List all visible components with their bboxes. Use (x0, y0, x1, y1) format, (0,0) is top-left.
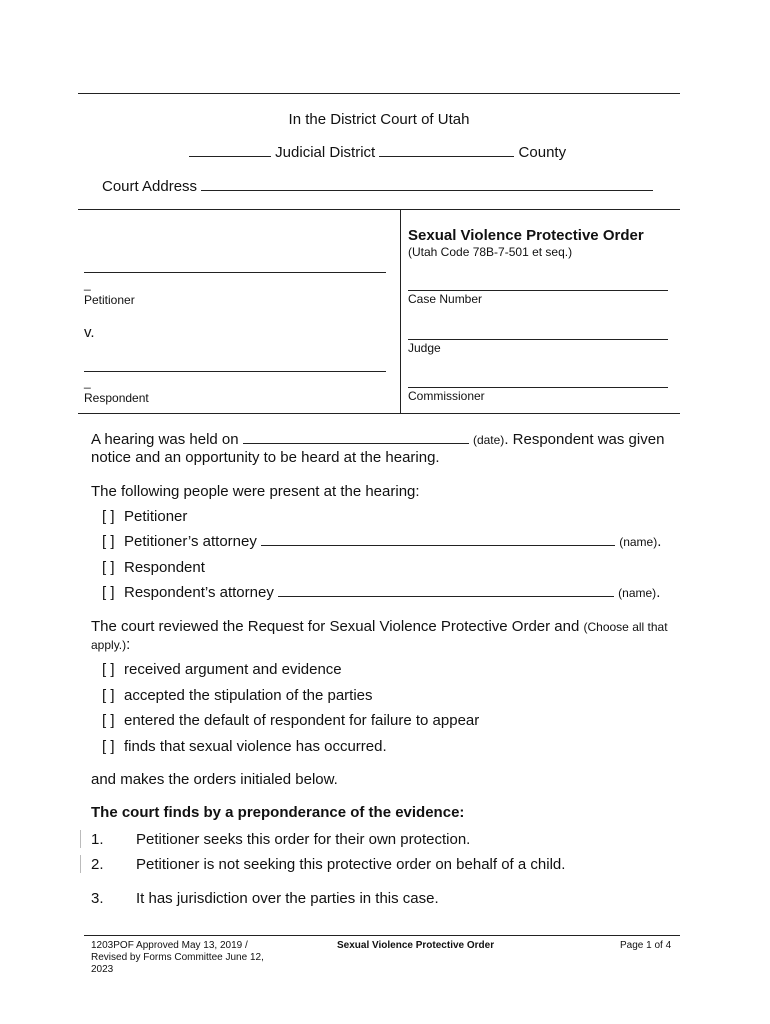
option-label: Respondent (124, 559, 205, 576)
respondent-name-field[interactable] (84, 371, 386, 372)
commissioner-label: Commissioner (408, 389, 485, 403)
versus-label: v. (84, 324, 95, 341)
present-respondent-attorney[interactable] (102, 584, 660, 602)
checkbox[interactable]: [ ] (102, 712, 115, 729)
finding-number: 3. (91, 890, 104, 907)
review-violence-occurred[interactable] (102, 738, 387, 756)
orders-intro: and makes the orders initialed below. (91, 771, 338, 788)
court-address-label: Court Address (102, 178, 198, 195)
court-heading: In the District Court of Utah (288, 111, 470, 128)
order-title: Sexual Violence Protective Order (408, 227, 644, 244)
caption-bottom-rule (78, 413, 680, 414)
finding-2 (91, 856, 565, 874)
finding-text: It has jurisdiction over the parties in this case. (136, 890, 439, 907)
period: . (657, 533, 662, 550)
hearing-line-1 (91, 431, 664, 449)
petitioner-dash: _ (84, 277, 91, 291)
checkbox[interactable]: [ ] (102, 559, 115, 576)
findings-heading: The court finds by a preponderance of the evidence: (91, 804, 465, 821)
top-rule (78, 93, 680, 94)
footer-approval (91, 940, 264, 976)
hearing-date-field[interactable] (243, 431, 469, 444)
present-petitioner[interactable] (102, 508, 187, 526)
review-stipulation[interactable] (102, 687, 373, 705)
case-number-label: Case Number (408, 292, 483, 306)
review-intro-line-1 (91, 618, 668, 636)
checkbox[interactable]: [ ] (102, 533, 115, 550)
option-label: Petitioner’s attorney (124, 533, 257, 550)
caption-top-rule (78, 209, 680, 210)
option-label: accepted the stipulation of the parties (124, 687, 373, 704)
court-address-line (102, 178, 653, 196)
review-intro-line-2 (91, 636, 130, 654)
finding-text: Petitioner seeks this order for their own protection. (136, 831, 471, 848)
judge-label: Judge (408, 341, 441, 355)
respondent-dash: _ (84, 375, 91, 389)
district-county-line (189, 144, 566, 162)
option-label: received argument and evidence (124, 661, 342, 678)
judge-field[interactable] (408, 339, 668, 340)
footer-approval-line: 1203POF Approved May 13, 2019 / (91, 940, 248, 951)
notice-text: . Respondent was given (504, 431, 665, 448)
choose-hint-cont: apply.) (91, 638, 127, 652)
option-label: finds that sexual violence has occurred. (124, 738, 387, 755)
finding-3 (91, 890, 439, 908)
county-label: County (518, 144, 567, 161)
option-label: Respondent’s attorney (124, 584, 274, 601)
finding-1 (91, 831, 470, 849)
review-default[interactable] (102, 712, 479, 730)
judicial-district-field[interactable] (189, 144, 271, 157)
choose-hint: (Choose all that (583, 620, 668, 634)
commissioner-field[interactable] (408, 387, 668, 388)
review-argument-evidence[interactable] (102, 661, 342, 679)
footer-page-number: Page 1 of 4 (620, 940, 672, 951)
court-address-field[interactable] (201, 178, 653, 191)
petitioner-label: Petitioner (84, 293, 135, 307)
footer-rule (84, 935, 680, 936)
county-field[interactable] (379, 144, 514, 157)
footer-approval-line: 2023 (91, 964, 114, 975)
option-label: entered the default of respondent for failure to appear (124, 712, 480, 729)
present-intro: The following people were present at the hearing: (91, 483, 420, 500)
hearing-held-label: A hearing was held on (91, 431, 239, 448)
period: . (656, 584, 661, 601)
petitioner-name-field[interactable] (84, 272, 386, 273)
review-intro-text: The court reviewed the Request for Sexual Violence Protective Order and (91, 618, 580, 635)
checkbox[interactable]: [ ] (102, 661, 115, 678)
finding-number: 2. (91, 856, 104, 873)
footer-approval-line: Revised by Forms Committee June 12, (91, 952, 264, 963)
name-hint: (name) (618, 586, 657, 600)
order-statute: (Utah Code 78B-7-501 et seq.) (408, 245, 573, 259)
caption-divider (400, 210, 401, 413)
case-number-field[interactable] (408, 290, 668, 291)
revision-mark (80, 830, 81, 848)
revision-mark (80, 855, 81, 873)
option-label: Petitioner (124, 508, 188, 525)
finding-number: 1. (91, 831, 104, 848)
name-hint: (name) (619, 535, 658, 549)
checkbox[interactable]: [ ] (102, 687, 115, 704)
respondent-label: Respondent (84, 391, 149, 405)
finding-text: Petitioner is not seeking this protective order on behalf of a child. (136, 856, 566, 873)
checkbox[interactable]: [ ] (102, 738, 115, 755)
respondent-attorney-name-field[interactable] (278, 584, 614, 597)
judicial-district-label: Judicial District (275, 144, 376, 161)
colon: : (126, 636, 131, 653)
petitioner-attorney-name-field[interactable] (261, 533, 615, 546)
date-hint: (date) (472, 433, 505, 447)
present-respondent[interactable] (102, 559, 205, 577)
checkbox[interactable]: [ ] (102, 508, 115, 525)
checkbox[interactable]: [ ] (102, 584, 115, 601)
footer-title: Sexual Violence Protective Order (337, 940, 495, 951)
present-petitioner-attorney[interactable] (102, 533, 661, 551)
hearing-line-2: notice and an opportunity to be heard at the hearing. (91, 449, 440, 466)
